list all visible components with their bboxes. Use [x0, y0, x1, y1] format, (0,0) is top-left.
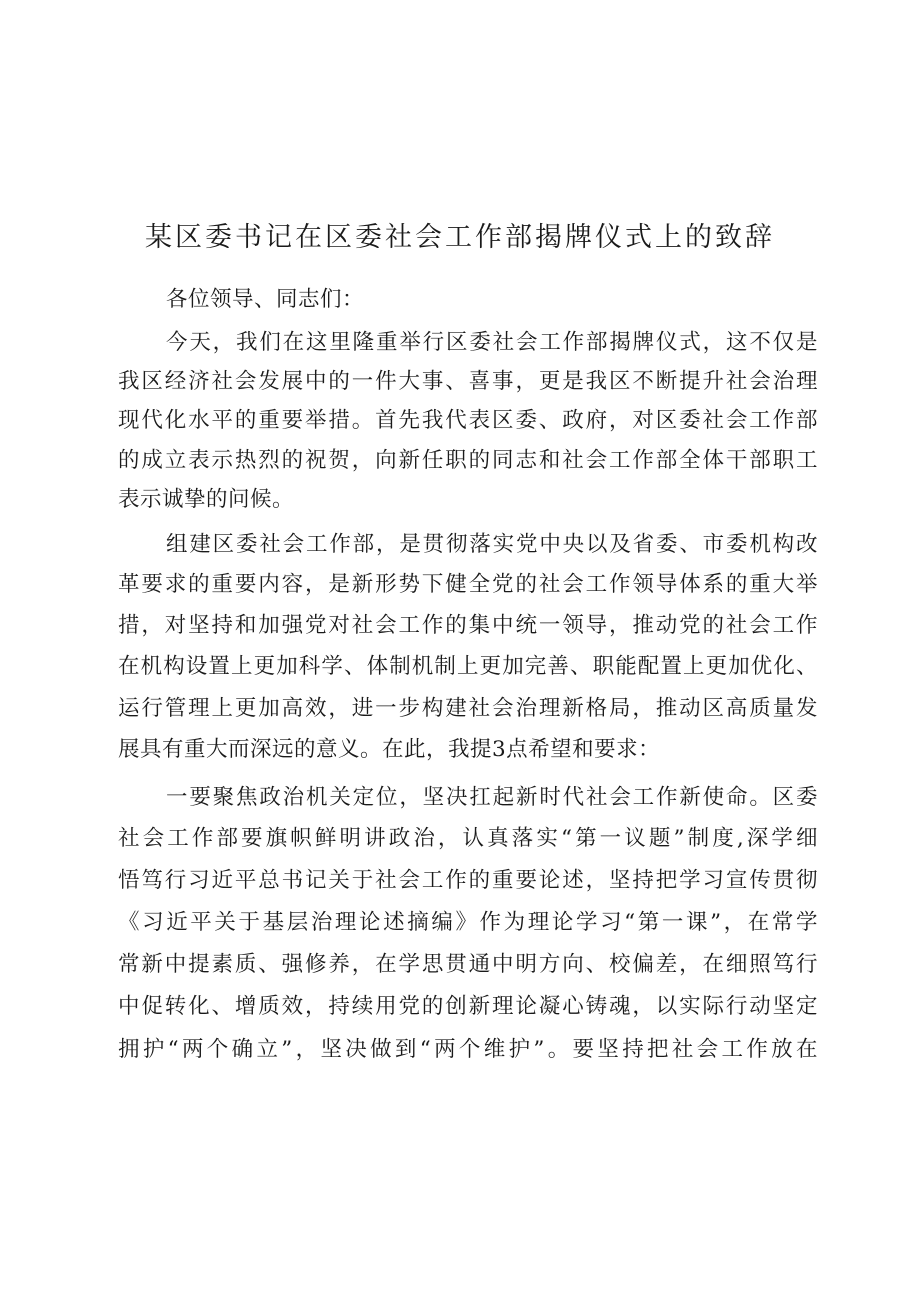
paragraph-line: 今天，我们在这里隆重举行区委社会工作部揭牌仪式，这不仅是	[166, 330, 818, 355]
paragraph-line: 社会工作部要旗帜鲜明讲政治，认真落实“第一议题”制度,深学细	[118, 826, 818, 851]
paragraph-line: 我区经济社会发展中的一件大事、喜事，更是我区不断提升社会治理	[118, 369, 818, 394]
paragraph-line: 运行管理上更加高效，进一步构建社会治理新格局，推动区高质量发	[118, 696, 818, 721]
paragraph-line: 措，对坚持和加强党对社会工作的集中统一领导，推动党的社会工作	[118, 613, 818, 638]
salutation-line: 各位领导、同志们：	[166, 287, 365, 312]
paragraph-line: 革要求的重要内容，是新形势下健全党的社会工作领导体系的重大举	[118, 572, 818, 597]
paragraph-line: 中促转化、增质效，持续用党的创新理论凝心铸魂，以实际行动坚定	[118, 994, 818, 1019]
paragraph-line: 在机构设置上更加科学、体制机制上更加完善、职能配置上更加优化、	[118, 654, 818, 679]
paragraph-line: 现代化水平的重要举措。首先我代表区委、政府，对区委社会工作部	[118, 408, 818, 433]
paragraph-line: 表示诚挚的问候。	[118, 487, 295, 512]
document-title: 某区委书记在区委社会工作部揭牌仪式上的致辞	[145, 222, 775, 253]
paragraph-line: 展具有重大而深远的意义。在此，我提3点希望和要求：	[118, 737, 661, 762]
paragraph-line: 拥护“两个确立”，坚决做到“两个维护”。要坚持把社会工作放在	[118, 1037, 818, 1062]
paragraph-line: 《习近平关于基层治理论述摘编》作为理论学习“第一课”，在常学	[118, 910, 818, 935]
paragraph-line: 一要聚焦政治机关定位，坚决扛起新时代社会工作新使命。区委	[166, 785, 818, 810]
paragraph-line: 的成立表示热烈的祝贺，向新任职的同志和社会工作部全体干部职工	[118, 448, 818, 473]
paragraph-line: 常新中提素质、强修养，在学思贯通中明方向、校偏差，在细照笃行	[118, 952, 818, 977]
paragraph-line: 悟笃行习近平总书记关于社会工作的重要论述，坚持把学习宣传贯彻	[118, 868, 818, 893]
paragraph-line: 组建区委社会工作部，是贯彻落实党中央以及省委、市委机构改	[166, 532, 818, 557]
